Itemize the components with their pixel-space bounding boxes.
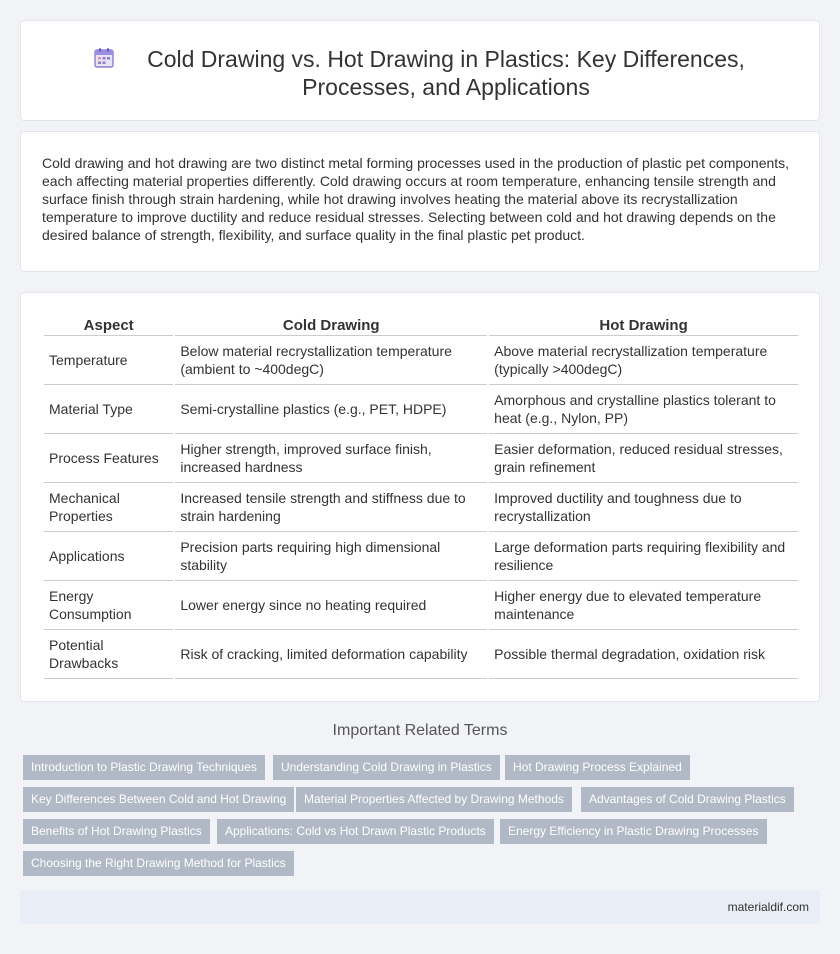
cold-cell: Below material recrystallization temperature (ambient to ~400degC)	[175, 336, 487, 385]
table-row	[44, 483, 798, 532]
related-term-tag[interactable]: Introduction to Plastic Drawing Techniques	[23, 755, 265, 780]
title-card	[20, 20, 820, 121]
page-title: Cold Drawing vs. Hot Drawing in Plastics: Key Differences, Processes, and Applications	[147, 46, 745, 100]
cold-cell: Risk of cracking, limited deformation capability	[175, 630, 487, 679]
related-term-tag[interactable]: Hot Drawing Process Explained	[505, 755, 690, 780]
comparison-table	[42, 315, 800, 679]
cold-cell: Higher strength, improved surface finish, increased hardness	[175, 434, 487, 483]
table-row	[44, 581, 798, 630]
table-header-row	[44, 315, 798, 336]
hot-cell: Higher energy due to elevated temperature maintenance	[489, 581, 798, 630]
hot-cell: Amorphous and crystalline plastics tolerant to heat (e.g., Nylon, PP)	[489, 385, 798, 434]
table-row	[44, 336, 798, 385]
hot-cell: Above material recrystallization temperature (typically >400degC)	[489, 336, 798, 385]
related-term-tag[interactable]: Advantages of Cold Drawing Plastics	[581, 787, 794, 812]
table-row	[44, 385, 798, 434]
hot-cell: Possible thermal degradation, oxidation risk	[489, 630, 798, 679]
header-aspect: Aspect	[44, 315, 173, 336]
aspect-cell: Material Type	[44, 385, 173, 434]
cold-cell: Increased tensile strength and stiffness due to strain hardening	[175, 483, 487, 532]
aspect-cell: Temperature	[44, 336, 173, 385]
related-terms-title: Important Related Terms	[332, 722, 508, 739]
related-term-tag[interactable]: Material Properties Affected by Drawing Methods	[296, 787, 572, 812]
header-hot-drawing: Hot Drawing	[489, 315, 798, 336]
cold-cell: Lower energy since no heating required	[175, 581, 487, 630]
cold-cell: Precision parts requiring high dimensional stability	[175, 532, 487, 581]
intro-paragraph: Cold drawing and hot drawing are two distinct metal forming processes used in the production of plastic pet components, each affecting material properties differently. Cold drawing occurs at room temperature, enhancing tensile strength and surface finish through strain hardening, while hot drawing involves heating the material above its recrystallization temperature to improve ductility and reduce residual stresses. Selecting between cold and hot drawing depends on the desired balance of strength, flexibility, and surface quality in the final plastic pet product.	[42, 155, 790, 243]
related-term-tag[interactable]: Understanding Cold Drawing in Plastics	[273, 755, 500, 780]
related-term-tag[interactable]: Benefits of Hot Drawing Plastics	[23, 819, 210, 844]
related-term-tag[interactable]: Key Differences Between Cold and Hot Drawing	[23, 787, 294, 812]
aspect-cell: Potential Drawbacks	[44, 630, 173, 679]
hot-cell: Improved ductility and toughness due to recrystallization	[489, 483, 798, 532]
cold-cell: Semi-crystalline plastics (e.g., PET, HDPE)	[175, 385, 487, 434]
table-row	[44, 532, 798, 581]
aspect-cell: Energy Consumption	[44, 581, 173, 630]
table-row	[44, 630, 798, 679]
hot-cell: Large deformation parts requiring flexibility and resilience	[489, 532, 798, 581]
comparison-card	[20, 292, 820, 702]
hot-cell: Easier deformation, reduced residual stresses, grain refinement	[489, 434, 798, 483]
related-term-tag[interactable]: Applications: Cold vs Hot Drawn Plastic Products	[217, 819, 494, 844]
table-row	[44, 434, 798, 483]
footer	[20, 890, 820, 924]
aspect-cell: Process Features	[44, 434, 173, 483]
header-cold-drawing: Cold Drawing	[175, 315, 487, 336]
aspect-cell: Applications	[44, 532, 173, 581]
footer-site[interactable]: materialdif.com	[727, 900, 809, 914]
related-term-tag[interactable]: Energy Efficiency in Plastic Drawing Processes	[500, 819, 767, 844]
aspect-cell: Mechanical Properties	[44, 483, 173, 532]
intro-card	[20, 131, 820, 272]
related-term-tag[interactable]: Choosing the Right Drawing Method for Plastics	[23, 851, 294, 876]
